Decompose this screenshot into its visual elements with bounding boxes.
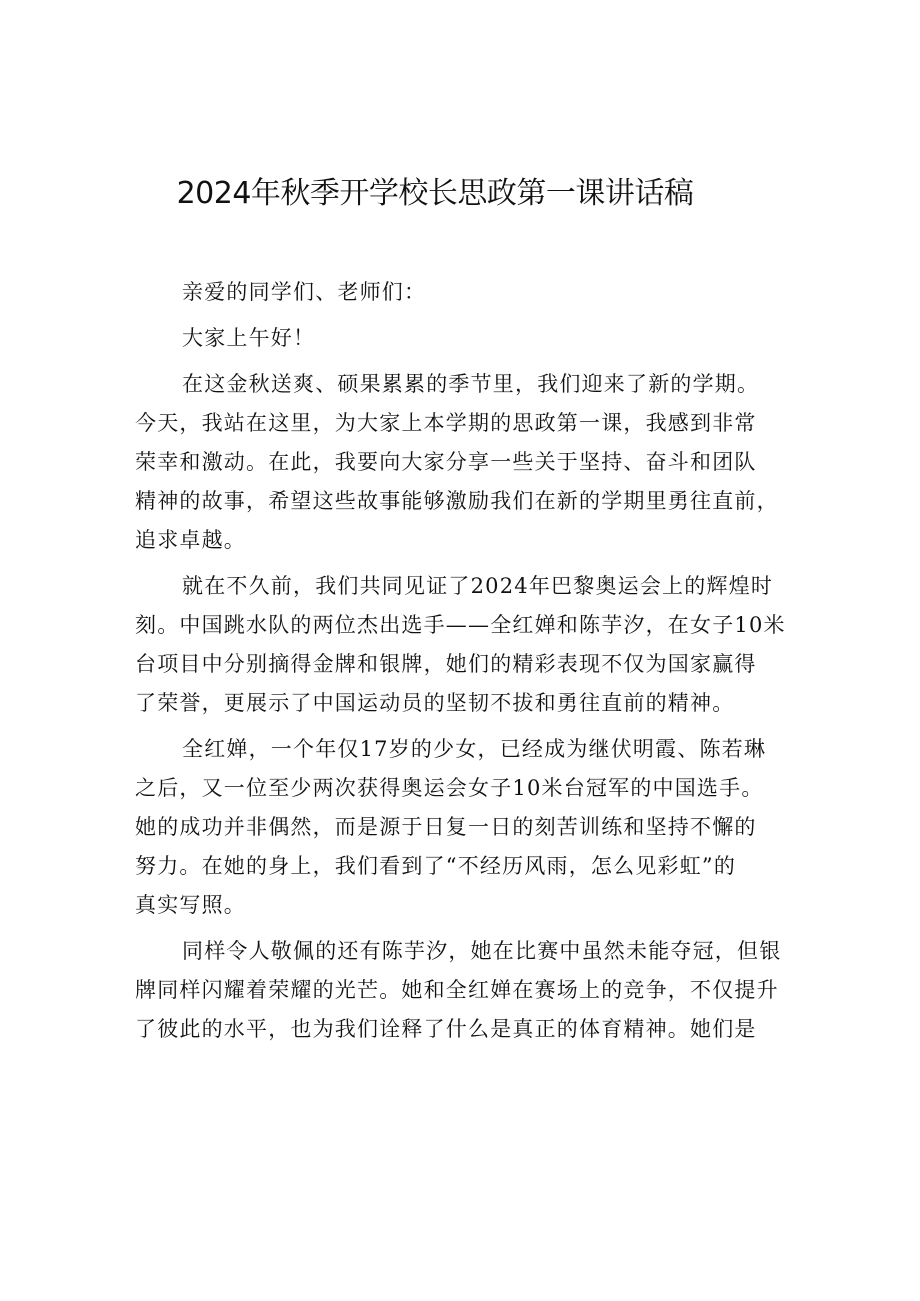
salutation-line: 亲爱的同学们、老师们： bbox=[182, 280, 427, 304]
document-title: 2024年秋季开学校长思政第一课讲话稿 bbox=[176, 176, 694, 211]
paragraph-line: 同样令人敬佩的还有陈芋汐，她在比赛中虽然未能夺冠，但银 bbox=[182, 939, 782, 963]
paragraph-line: 之后，又一位至少两次获得奥运会女子10米台冠军的中国选手。 bbox=[135, 776, 764, 800]
paragraph-line: 努力。在她的身上，我们看到了“不经历风雨，怎么见彩虹”的 bbox=[135, 854, 737, 878]
paragraph-line: 她的成功并非偶然，而是源于日复一日的刻苦训练和坚持不懈的 bbox=[135, 815, 757, 839]
greeting-line: 大家上午好！ bbox=[182, 326, 316, 350]
paragraph-line: 了荣誉，更展示了中国运动员的坚韧不拔和勇往直前的精神。 bbox=[135, 691, 735, 715]
paragraph-line: 台项目中分别摘得金牌和银牌，她们的精彩表现不仅为国家赢得 bbox=[135, 652, 757, 676]
paragraph-line: 精神的故事，希望这些故事能够激励我们在新的学期里勇往直前， bbox=[135, 489, 779, 513]
paragraph-line: 追求卓越。 bbox=[135, 528, 246, 552]
paragraph-line: 全红婵，一个年仅17岁的少女，已经成为继伏明霞、陈若琳 bbox=[182, 737, 767, 761]
document-body bbox=[135, 273, 795, 1049]
paragraph-line: 刻。中国跳水队的两位杰出选手——全红婵和陈芋汐，在女子10米 bbox=[135, 613, 786, 637]
paragraph-line: 真实写照。 bbox=[135, 893, 246, 917]
paragraph-line: 在这金秋送爽、硕果累累的季节里，我们迎来了新的学期。 bbox=[182, 372, 760, 396]
paragraph-line: 荣幸和激动。在此，我要向大家分享一些关于坚持、奋斗和团队 bbox=[135, 450, 757, 474]
paragraph-line: 牌同样闪耀着荣耀的光芒。她和全红婵在赛场上的竞争，不仅提升 bbox=[135, 978, 779, 1002]
paragraph-line: 就在不久前，我们共同见证了2024年巴黎奥运会上的辉煌时 bbox=[182, 574, 774, 598]
paragraph-line: 今天，我站在这里，为大家上本学期的思政第一课，我感到非常 bbox=[135, 411, 757, 435]
paragraph-line: 了彼此的水平，也为我们诠释了什么是真正的体育精神。她们是 bbox=[135, 1017, 757, 1041]
